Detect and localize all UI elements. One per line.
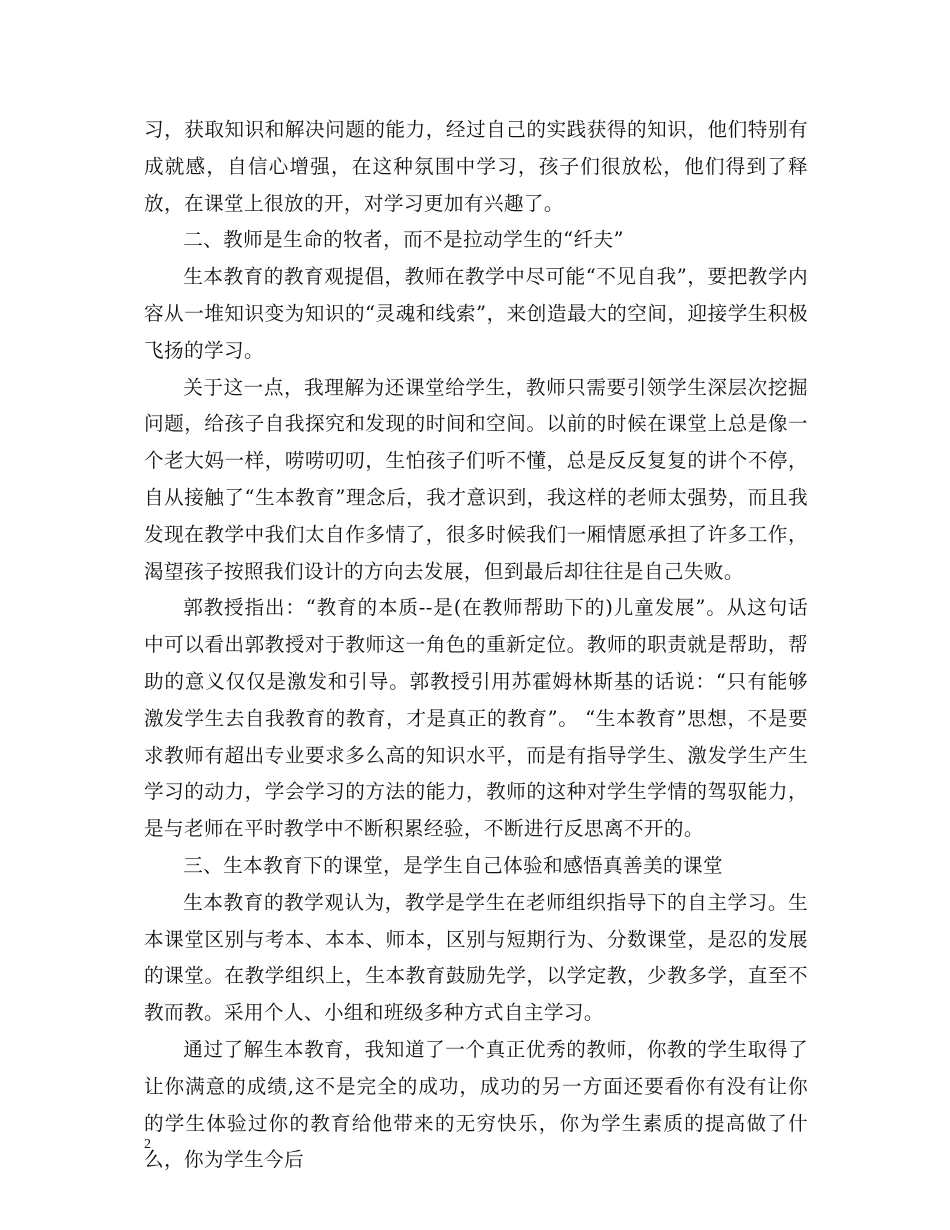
paragraph: 生本教育的教学观认为，教学是学生在老师组织指导下的自主学习。生本课堂区别与考本、本本、师本，区别与短期行为、分数课堂，是忍的发展的课堂。在教学组织上，生本教育鼓励先学，以学定教，少教多学，直至不教而教。采用个人、小组和班级多种方式自主学习。: [144, 890, 808, 1025]
paragraph: 通过了解生本教育，我知道了一个真正优秀的教师，你教的学生取得了让你满意的成绩,这不是完全的成功，成功的另一方面还要看你有没有让你的学生体验过你的教育给他带来的无穷快乐，你为学生素质的提高做了什么，你为学生今后: [144, 1037, 808, 1172]
paragraph: 生本教育的教育观提倡，教师在教学中尽可能“不见自我”，要把教学内容从一堆知识变为知识的“灵魂和线索”，来创造最大的空间，迎接学生积极飞扬的学习。: [144, 265, 808, 362]
paragraph: 郭教授指出：“教育的本质--是(在教师帮助下的)儿童发展”。从这句话中可以看出郭教授对于教师这一角色的重新定位。教师的职责就是帮助，帮助的意义仅仅是激发和引导。郭教授引用苏霍姆林斯基的话说：“只有能够激发学生去自我教育的教育，才是真正的教育”。 “生本教育”思想，不是要求教师有超出专业要求多么高的知识水平，而是有指导学生、激发学生产生学习的动力，学会学习的方法的能力，教师的这种对学生学情的驾驭能力，是与老师在平时教学中不断积累经验，不断进行反思离不开的。: [144, 596, 808, 841]
paragraph-continuation: 习，获取知识和解决问题的能力，经过自己的实践获得的知识，他们特别有成就感，自信心增强，在这种氛围中学习，孩子们很放松，他们得到了释放，在课堂上很放的开，对学习更加有兴趣了。: [144, 118, 808, 215]
section-heading-2: 二、教师是生命的牧者，而不是拉动学生的“纤夫”: [183, 228, 624, 252]
paragraph: 关于这一点，我理解为还课堂给学生，教师只需要引领学生深层次挖掘问题，给孩子自我探究和发现的时间和空间。以前的时候在课堂上总是像一个老大妈一样，唠唠叨叨，生怕孩子们听不懂，总是反反复复的讲个不停，自从接触了“生本教育”理念后，我才意识到，我这样的老师太强势，而且我发现在教学中我们太自作多情了，很多时候我们一厢情愿承担了许多工作，渴望孩子按照我们设计的方向去发展，但到最后却往往是自己失败。: [144, 375, 808, 583]
page-number: 2: [144, 1137, 151, 1152]
section-heading-3: 三、生本教育下的课堂，是学生自己体验和感悟真善美的课堂: [183, 853, 724, 877]
body-text: [144, 112, 808, 1179]
